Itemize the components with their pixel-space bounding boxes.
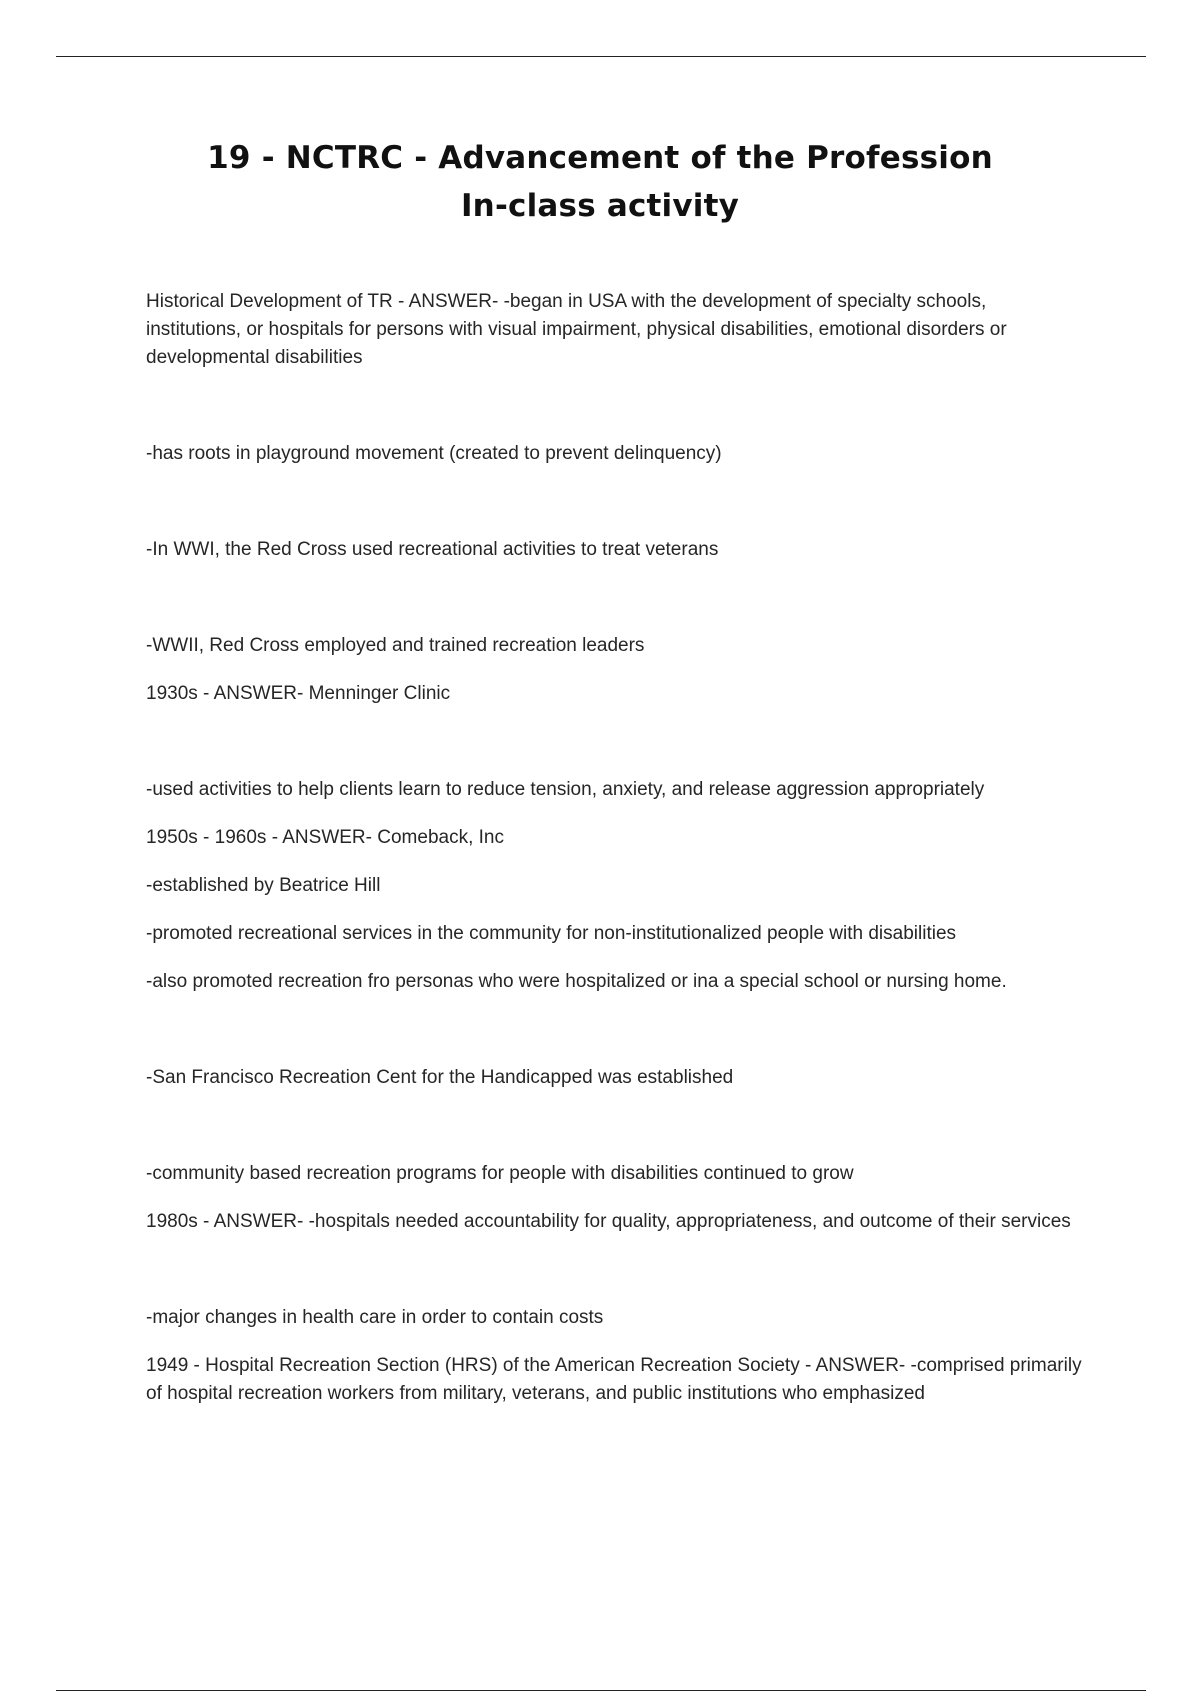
- paragraph: -In WWI, the Red Cross used recreational activities to treat veterans: [146, 539, 719, 560]
- paragraph: 1950s - 1960s - ANSWER- Comeback, Inc: [146, 827, 504, 848]
- title-line-1: 19 - NCTRC - Advancement of the Profession: [207, 140, 993, 176]
- paragraph: -used activities to help clients learn to reduce tension, anxiety, and release aggression appropriately: [146, 779, 985, 800]
- paragraph: -community based recreation programs for people with disabilities continued to grow: [146, 1163, 854, 1184]
- paragraph: 1980s - ANSWER- -hospitals needed accountability for quality, appropriateness, and outcome of their services: [146, 1211, 1071, 1232]
- paragraph: Historical Development of TR - ANSWER- -began in USA with the development of specialty schools, institutions, or hospitals for persons with visual impairment, physical disabilities, emotional disorders or developmental disabilities: [146, 291, 1007, 368]
- paragraph: 1949 - Hospital Recreation Section (HRS) of the American Recreation Society - ANSWER- -comprised primarily of hospital recreation workers from military, veterans, and public institutions who emphasized: [146, 1355, 1082, 1404]
- page-title: [0, 134, 1200, 230]
- top-divider: [56, 56, 1146, 57]
- paragraph: -has roots in playground movement (created to prevent delinquency): [146, 443, 722, 464]
- paragraph: 1930s - ANSWER- Menninger Clinic: [146, 683, 451, 704]
- paragraph: -major changes in health care in order to contain costs: [146, 1307, 604, 1328]
- document-body: [146, 288, 1086, 1428]
- title-line-2: In-class activity: [460, 188, 740, 224]
- paragraph: -WWII, Red Cross employed and trained recreation leaders: [146, 635, 645, 656]
- paragraph: -promoted recreational services in the community for non-institutionalized people with disabilities: [146, 923, 957, 944]
- bottom-divider: [56, 1690, 1146, 1691]
- paragraph: -also promoted recreation fro personas who were hospitalized or ina a special school or nursing home.: [146, 971, 1007, 992]
- paragraph: -established by Beatrice Hill: [146, 875, 381, 896]
- paragraph: -San Francisco Recreation Cent for the Handicapped was established: [146, 1067, 734, 1088]
